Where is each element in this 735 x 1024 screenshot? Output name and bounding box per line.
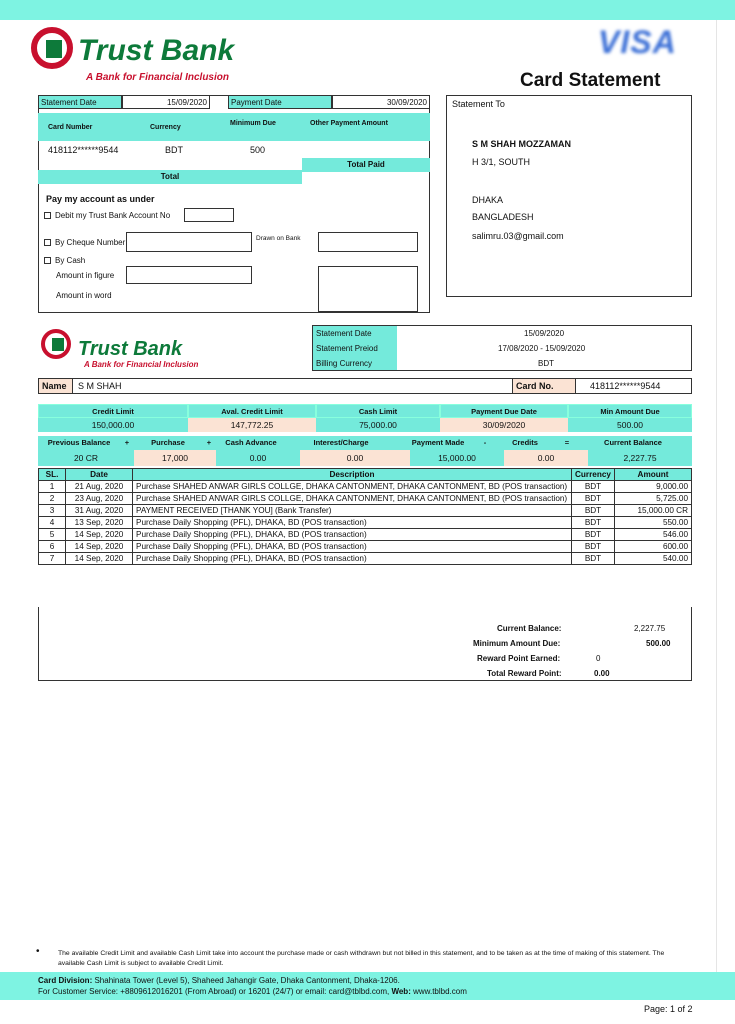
bank-tagline: A Bank for Financial Inclusion [86, 72, 229, 83]
balance-header-8: Credits [490, 436, 560, 450]
bank-logo-small [40, 328, 220, 374]
slip-min-due: 500 [250, 145, 266, 155]
tx-cur: BDT [572, 541, 615, 553]
balance-value-6: 2,227.75 [588, 450, 692, 466]
min-due-label: Minimum Amount Due: [473, 639, 561, 648]
visa-logo: VISA [598, 24, 677, 60]
transactions-table [38, 468, 692, 565]
col-date: Date [66, 469, 133, 481]
summary-billing-label: Billing Currency [316, 359, 373, 368]
limits-table [38, 404, 692, 432]
tx-amt: 600.00 [615, 541, 692, 553]
slip-header-row [38, 113, 430, 141]
bank-logo-icon [30, 26, 74, 70]
summary-billing: BDT [538, 359, 554, 368]
limit-header-3: Payment Due Date [440, 404, 568, 418]
table-row [39, 517, 692, 529]
bank-tagline-small: A Bank for Financial Inclusion [84, 360, 199, 369]
tx-cur: BDT [572, 481, 615, 493]
slip-other-label: Other Payment Amount [310, 120, 388, 127]
tx-amt: 546.00 [615, 529, 692, 541]
slip-currency: BDT [165, 145, 183, 155]
tx-sl: 6 [39, 541, 66, 553]
balance-header-10: Current Balance [574, 436, 692, 450]
tx-amt: 550.00 [615, 517, 692, 529]
balance-header-5: Interest/Charge [286, 436, 396, 450]
tx-cur: BDT [572, 493, 615, 505]
slip-currency-label: Currency [150, 124, 181, 131]
page-number: Page: 1 of 2 [644, 1004, 693, 1014]
limit-header-2: Cash Limit [316, 404, 440, 418]
footer-bullet: • [36, 946, 40, 957]
tx-cur: BDT [572, 553, 615, 565]
table-row [39, 553, 692, 565]
slip-statement-date-label: Statement Date [38, 95, 122, 109]
cash-checkbox[interactable] [44, 257, 51, 264]
limit-value-3: 30/09/2020 [440, 418, 568, 432]
address-line2: DHAKA [472, 195, 504, 205]
tx-desc: Purchase Daily Shopping (PFL), DHAKA, BD (POS transaction) [133, 517, 572, 529]
tx-sl: 2 [39, 493, 66, 505]
table-row [39, 541, 692, 553]
tx-date: 14 Sep, 2020 [66, 541, 133, 553]
limit-header-4: Min Amount Due [568, 404, 692, 418]
reward-value: 0 [596, 654, 601, 663]
col-description: Description [133, 469, 572, 481]
cheque-checkbox[interactable] [44, 239, 51, 246]
name-value: S M SHAH [78, 381, 122, 391]
bank-logo-small-icon [40, 328, 72, 360]
tx-date: 14 Sep, 2020 [66, 529, 133, 541]
tx-desc: Purchase SHAHED ANWAR GIRLS COLLGE, DHAKA CANTONMENT, DHAKA CANTONMENT, BD (POS transaction) [133, 481, 572, 493]
tx-amt: 5,725.00 [615, 493, 692, 505]
address-country: BANGLADESH [472, 212, 534, 222]
table-row [39, 505, 692, 517]
address-email: salimru.03@gmail.com [472, 231, 564, 241]
slip-min-label: Minimum Due [230, 120, 276, 127]
tx-desc: Purchase Daily Shopping (PFL), DHAKA, BD (POS transaction) [133, 553, 572, 565]
card-no-label: Card No. [512, 379, 576, 393]
limit-value-0: 150,000.00 [38, 418, 188, 432]
tx-sl: 3 [39, 505, 66, 517]
footer-address: Card Division: Shahinata Tower (Level 5), Shaheed Jahangir Gate, Dhaka Cantonment, Dhaka-1206. [38, 976, 400, 985]
balance-value-4: 15,000.00 [410, 450, 504, 466]
card-no-value: 418112******9544 [590, 381, 661, 391]
tx-date: 31 Aug, 2020 [66, 505, 133, 517]
tx-amt: 15,000.00 CR [615, 505, 692, 517]
slip-total-label: Total [38, 170, 302, 184]
slip-amount-figure-label: Amount in figure [56, 271, 115, 280]
drawn-on-field[interactable] [318, 232, 418, 252]
balance-header-7: - [480, 436, 490, 450]
slip-payment-date: 30/09/2020 [332, 95, 430, 109]
signature-box[interactable] [318, 266, 418, 312]
slip-card-number-label: Card Number [48, 124, 93, 131]
tx-cur: BDT [572, 505, 615, 517]
footer-contact: For Customer Service: +8809612016201 (From Abroad) or 16201 (24/7) or email: card@tblbd.com, Web: www.tblbd.com [38, 987, 467, 996]
col-amount: Amount [615, 469, 692, 481]
balance-header-4: Cash Advance [216, 436, 286, 450]
slip-payment-date-label: Payment Date [228, 95, 332, 109]
tx-desc: Purchase SHAHED ANWAR GIRLS COLLGE, DHAKA CANTONMENT, DHAKA CANTONMENT, BD (POS transaction) [133, 493, 572, 505]
min-due-value: 500.00 [646, 639, 671, 648]
tx-date: 14 Sep, 2020 [66, 553, 133, 565]
limit-header-1: Aval. Credit Limit [188, 404, 316, 418]
col-currency: Currency [572, 469, 615, 481]
summary-statement-date-label: Statement Date [316, 329, 372, 338]
page-right-edge [716, 20, 717, 972]
table-row [39, 481, 692, 493]
tx-sl: 7 [39, 553, 66, 565]
balance-value-1: 17,000 [134, 450, 216, 466]
slip-amount-word-label: Amount in word [56, 291, 112, 300]
summary-period-label: Statement Preiod [316, 344, 378, 353]
reward-label: Reward Point Earned: [477, 654, 561, 663]
summary-period: 17/08/2020 - 15/09/2020 [498, 344, 586, 353]
current-balance-value: 2,227.75 [634, 624, 666, 633]
tx-desc: Purchase Daily Shopping (PFL), DHAKA, BD (POS transaction) [133, 529, 572, 541]
summary-statement-date: 15/09/2020 [524, 329, 565, 338]
limit-value-1: 147,772.25 [188, 418, 316, 432]
balance-header-2: Purchase [134, 436, 202, 450]
slip-cheque-label: By Cheque Number [44, 238, 125, 247]
limit-value-2: 75,000.00 [316, 418, 440, 432]
slip-statement-date: 15/09/2020 [122, 95, 210, 109]
current-balance-label: Current Balance: [497, 624, 562, 633]
tx-date: 13 Sep, 2020 [66, 517, 133, 529]
table-row [39, 493, 692, 505]
cheque-number-field[interactable] [126, 232, 252, 252]
bank-name: Trust Bank [78, 34, 235, 67]
balance-value-3: 0.00 [300, 450, 410, 466]
table-row [39, 529, 692, 541]
header-band [0, 0, 735, 20]
balance-header-6: Payment Made [396, 436, 480, 450]
balance-header-1: + [120, 436, 134, 450]
balance-header-0: Previous Balance [38, 436, 120, 450]
debit-checkbox[interactable] [44, 212, 51, 219]
limit-value-4: 500.00 [568, 418, 692, 432]
address-name: S M SHAH MOZZAMAN [472, 139, 571, 149]
col-sl: SL. [39, 469, 66, 481]
tx-cur: BDT [572, 529, 615, 541]
slip-drawn-label: Drawn on Bank [256, 235, 301, 242]
balance-value-5: 0.00 [504, 450, 588, 466]
tx-cur: BDT [572, 517, 615, 529]
website-link[interactable]: www.tblbd.com [413, 987, 467, 996]
slip-total-paid-label: Total Paid [302, 158, 430, 172]
balance-value-2: 0.00 [216, 450, 300, 466]
document-title: Card Statement [520, 70, 661, 91]
balance-table [38, 436, 692, 466]
name-label: Name [39, 379, 73, 393]
reward-total-label: Total Reward Point: [487, 669, 562, 678]
tx-date: 23 Aug, 2020 [66, 493, 133, 505]
tx-desc: Purchase Daily Shopping (PFL), DHAKA, BD (POS transaction) [133, 541, 572, 553]
balance-value-0: 20 CR [38, 450, 134, 466]
balance-header-3: + [202, 436, 216, 450]
tx-sl: 5 [39, 529, 66, 541]
slip-instruction: Pay my account as under [46, 194, 155, 204]
amount-figure-field[interactable] [126, 266, 252, 284]
slip-card-number: 418112******9544 [48, 145, 119, 155]
tx-sl: 4 [39, 517, 66, 529]
tx-amt: 540.00 [615, 553, 692, 565]
account-number-boxes[interactable] [184, 208, 234, 222]
address-line1: H 3/1, SOUTH [472, 157, 531, 167]
tx-date: 21 Aug, 2020 [66, 481, 133, 493]
tx-sl: 1 [39, 481, 66, 493]
tx-amt: 9,000.00 [615, 481, 692, 493]
bank-logo [30, 26, 270, 88]
balance-header-9: = [560, 436, 574, 450]
tx-desc: PAYMENT RECEIVED [THANK YOU] (Bank Transfer) [133, 505, 572, 517]
limit-header-0: Credit Limit [38, 404, 188, 418]
address-label: Statement To [452, 99, 505, 109]
slip-debit-label: Debit my Trust Bank Account No [44, 211, 170, 220]
slip-cash-label: By Cash [44, 256, 85, 265]
footer-note: The available Credit Limit and available Cash Limit take into account the purchase made or cash withdrawn but not billed in this statement, and to be taken as at the time of making of this statement. The available Cash Limit is subject to available Credit Limit. [58, 950, 665, 967]
reward-total-value: 0.00 [594, 669, 610, 678]
bank-name-small: Trust Bank [78, 338, 183, 360]
